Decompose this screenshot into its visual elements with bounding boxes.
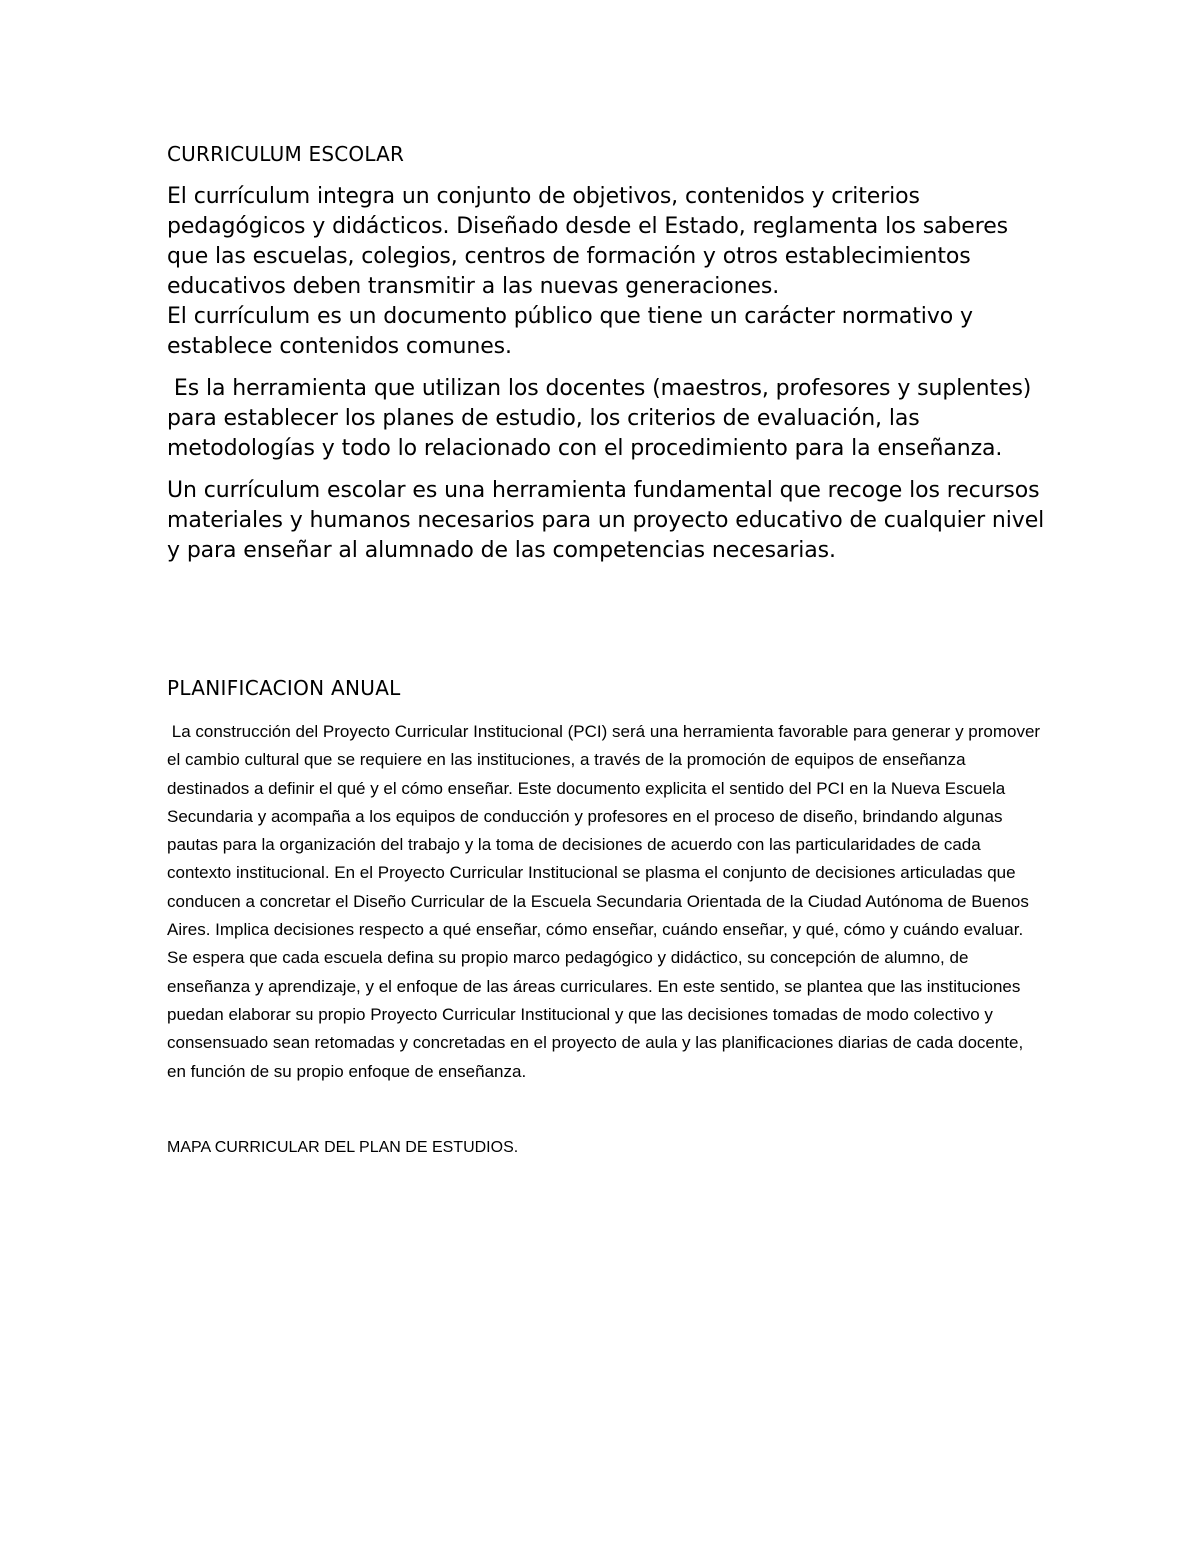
section-title-curriculum: CURRICULUM ESCOLAR bbox=[167, 142, 405, 166]
paragraph-curriculum-tool: Es la herramienta que utilizan los docentes (maestros, profesores y suplentes) para establecer los planes de estudio, los criterios de evaluación, las metodologías y todo lo relacionado con el procedimiento para la enseñanza. bbox=[167, 376, 1039, 461]
section-title-mapa-curricular: MAPA CURRICULAR DEL PLAN DE ESTUDIOS. bbox=[167, 1138, 519, 1156]
paragraph-planificacion: La construcción del Proyecto Curricular Institucional (PCI) será una herramienta favorable para generar y promover el cambio cultural que se requiere en las instituciones, a través de la promoción de equipos de enseñanza destinados a definir el qué y el cómo enseñar. Este documento explicita el sentido del PCI en la Nueva Escuela Secundaria y acompaña a los equipos de conducción y profesores en el proceso de diseño, brindando algunas pautas para la organización del trabajo y la toma de decisiones de acuerdo con las particularidades de cada contexto institucional. En el Proyecto Curricular Institucional se plasma el conjunto de decisiones articuladas que conducen a concretar el Diseño Curricular de la Escuela Secundaria Orientada de la Ciudad Autónoma de Buenos Aires. Implica decisiones respecto a qué enseñar, cómo enseñar, cuándo enseñar, y qué, cómo y cuándo evaluar. Se espera que cada escuela defina su propio marco pedagógico y didáctico, su concepción de alumno, de enseñanza y aprendizaje, y el enfoque de las áreas curriculares. En este sentido, se plantea que las instituciones puedan elaborar su propio Proyecto Curricular Institucional y que las decisiones tomadas de modo colectivo y consensuado sean retomadas y concretadas en el proyecto de aula y las planificaciones diarias de cada docente, en función de su propio enfoque de enseñanza. bbox=[167, 722, 1045, 1081]
paragraph-curriculum-fundamental: Un currículum escolar es una herramienta fundamental que recoge los recursos materiales y humanos necesarios para un proyecto educativo de cualquier nivel y para enseñar al alumnado de las competencias necesarias. bbox=[167, 478, 1045, 563]
paragraph-curriculum-definition: El currículum integra un conjunto de objetivos, contenidos y criterios pedagógicos y didácticos. Diseñado desde el Estado, reglamenta los saberes que las escuelas, colegios, centros de formación y otros establecimientos educativos deben transmitir a las nuevas generaciones. bbox=[167, 184, 1008, 299]
paragraph-curriculum-public-document: El currículum es un documento público que tiene un carácter normativo y establece contenidos comunes. bbox=[167, 304, 973, 359]
section-title-planificacion: PLANIFICACION ANUAL bbox=[167, 676, 401, 700]
section-spacer bbox=[167, 566, 1047, 674]
document-body bbox=[167, 140, 1047, 1160]
